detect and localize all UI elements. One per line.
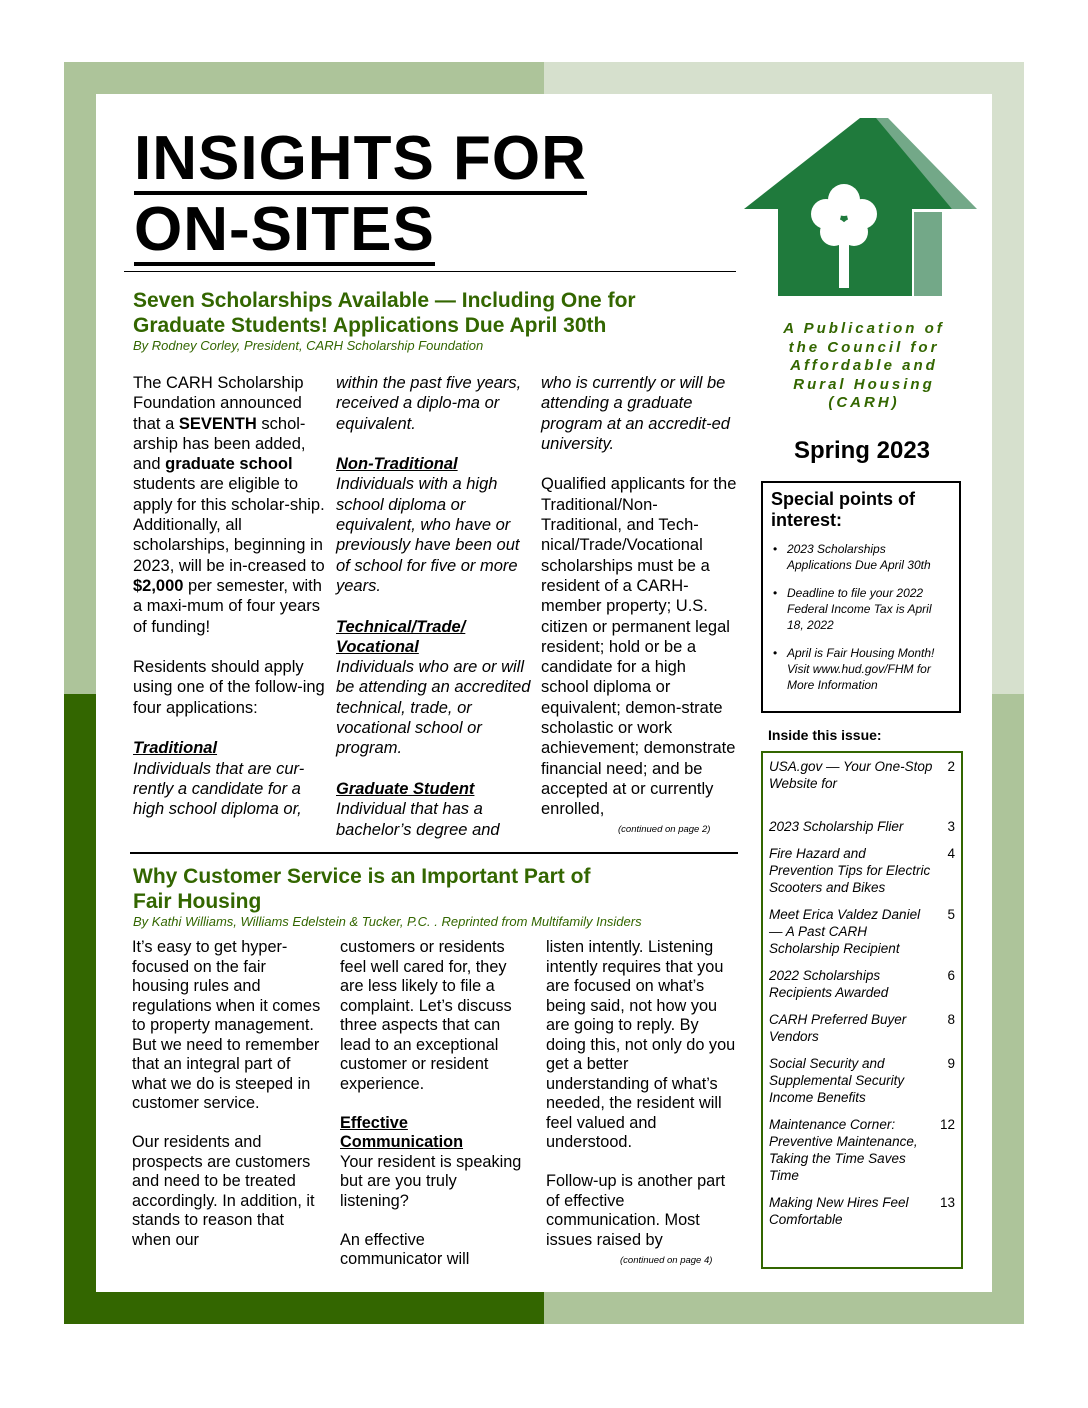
publication-line: Rural Housing	[793, 375, 935, 393]
special-points-list	[771, 541, 951, 693]
article1-headline-line2: Graduate Students! Applications Due April 30th	[133, 314, 607, 337]
article2-column-1	[132, 938, 324, 1250]
special-points-box	[761, 481, 961, 713]
masthead-line1: INSIGHTS FOR	[134, 124, 587, 193]
toc-item[interactable]: Maintenance Corner: Preventive Maintenance, Taking the Time Saves Time 12	[769, 1117, 955, 1183]
article1-col2-para1: within the past five years, received a diplo-ma or equivalent.	[336, 374, 522, 433]
toc-item[interactable]: Meet Erica Valdez Daniel — A Past CARH Scholarship Recipient 5	[769, 907, 955, 956]
special-point-item: • 2023 Scholarships Applications Due April 30th	[773, 542, 931, 572]
article1-continued: (continued on page 2)	[618, 824, 711, 835]
toc-item[interactable]: Fire Hazard and Prevention Tips for Electric Scooters and Bikes 4	[769, 846, 955, 895]
effective-communication-heading: Effective Communication	[340, 1113, 464, 1151]
special-point-item: • Deadline to file your 2022 Federal Income Tax is April 18, 2022	[773, 586, 932, 632]
masthead-line2: ON-SITES	[134, 195, 435, 264]
masthead-rule	[124, 271, 736, 272]
non-traditional-text: Individuals with a high school diploma or equivalent, who have or previously have been out of school for five or more years.	[336, 475, 520, 595]
article2-col3-para1: listen intently. Listening intently requires that you are focused on what’s being said, not how you are going to reply. By doing this, not only do you get a better understanding of what’s needed, the resident will feel valued and understood.	[546, 938, 736, 1151]
traditional-heading: Traditional	[133, 739, 218, 758]
article1-col3-para1: who is currently or will be attending a graduate program at an accredit-ed university.	[541, 374, 730, 453]
publication-line: (CARH)	[828, 394, 900, 411]
article1-headline-line1: Seven Scholarships Available — Including One for	[133, 289, 636, 312]
article2-byline: By Kathi Williams, Williams Edelstein & Tucker, P.C. . Reprinted from Multifamily Insiders	[133, 914, 642, 929]
graduate-text: Individual that has a bachelor’s degree and	[336, 800, 500, 839]
graduate-heading: Graduate Student	[336, 779, 475, 798]
article1-col3-para2: Qualified applicants for the Traditional/Non-Traditional, and Tech-nical/Trade/Vocational scholarships must be a resident of a CARH-member property; U.S. citizen or permanent legal resident; hold or be a candidate for a high school diploma or equivalent; demon-strate scholastic or work achievement; demonstrate financial need; and be accepted at or currently enrolled,	[541, 475, 737, 819]
technical-text: Individuals who are or will be attending an accredited technical, trade, or vocational school or program.	[336, 658, 531, 758]
bullet-icon: •	[773, 542, 778, 556]
article2-headline	[133, 864, 590, 914]
article2-col3-para2: Follow-up is another part of effective communication. Most issues raised by	[546, 1172, 726, 1249]
article2-col2-para2: Your resident is speaking but are you truly listening?	[340, 1152, 522, 1210]
publication-line: Affordable and	[790, 357, 938, 374]
toc-item[interactable]: 2023 Scholarship Flier 3	[769, 819, 955, 834]
article1-column-2	[336, 373, 532, 840]
article1-column-1	[133, 373, 325, 820]
publication-line: A Publication of	[783, 320, 945, 337]
article2-col2-para1: customers or residents feel well cared for, they are less likely to file a complaint. Let’s discuss three aspects that can lead to an exceptional customer or resident experience.	[340, 938, 512, 1093]
special-point-item: • April is Fair Housing Month! Visit www.hud.gov/FHM for More Information	[773, 646, 935, 692]
article2-column-2	[340, 938, 530, 1270]
article2-col1-para1: It’s easy to get hyper-focused on the fair housing rules and regulations when it comes to property management. But we need to remember that an integral part of what we do is steeped in customer service.	[132, 938, 321, 1112]
article1-headline	[133, 288, 636, 338]
inside-issue-title: Inside this issue:	[768, 727, 882, 743]
issue-season: Spring 2023	[793, 437, 931, 464]
toc-item[interactable]: 2022 Scholarships Recipients Awarded 6	[769, 968, 955, 1000]
toc-item[interactable]: USA.gov — Your One-Stop Website for 2	[769, 759, 955, 791]
article2-col1-para2: Our residents and prospects are customers and need to be treated accordingly. In addition, it stands to reason that when our	[132, 1133, 315, 1249]
toc-item[interactable]: CARH Preferred Buyer Vendors 8	[769, 1012, 955, 1044]
article1-byline: By Rodney Corley, President, CARH Scholarship Foundation	[133, 338, 484, 353]
article-divider	[130, 852, 738, 854]
house-with-tree-logo	[744, 116, 980, 298]
article1-col1-para2: Residents should apply using one of the follow-ing four applications:	[133, 658, 325, 717]
article2-column-3	[546, 938, 736, 1250]
article2-headline-line1: Why Customer Service is an Important Part of	[133, 865, 591, 888]
article1-col1-para1: The CARH Scholarship Foundation announced that a SEVENTH schol-arship has been added, and graduate school students are eligible to apply for this scholar-ship. Additionally, all scholarships, beginning in 2023, will be in-creased to $2,000 per semester, with a maxi-mum of four years of funding!	[133, 374, 325, 636]
publication-line: the Council for	[788, 338, 940, 356]
traditional-text: Individuals that are cur-rently a candidate for a high school diploma or,	[133, 759, 305, 819]
article2-continued: (continued on page 4)	[620, 1255, 713, 1266]
article2-col2-para3: An effective communicator will	[340, 1230, 470, 1268]
bullet-icon: •	[773, 646, 778, 660]
article1-column-3	[541, 373, 737, 820]
publication-credit	[764, 320, 964, 413]
article2-headline-line2: Fair Housing	[133, 890, 262, 913]
special-points-title: Special points of interest:	[771, 489, 916, 530]
technical-heading: Technical/Trade/ Vocational	[336, 617, 466, 656]
toc-item[interactable]: Making New Hires Feel Comfortable 13	[769, 1195, 955, 1227]
table-of-contents	[761, 751, 963, 1269]
bullet-icon: •	[773, 586, 778, 600]
non-traditional-heading: Non-Traditional	[336, 455, 458, 474]
toc-item[interactable]: Social Security and Supplemental Security Income Benefits 9	[769, 1056, 955, 1105]
masthead	[134, 124, 587, 266]
